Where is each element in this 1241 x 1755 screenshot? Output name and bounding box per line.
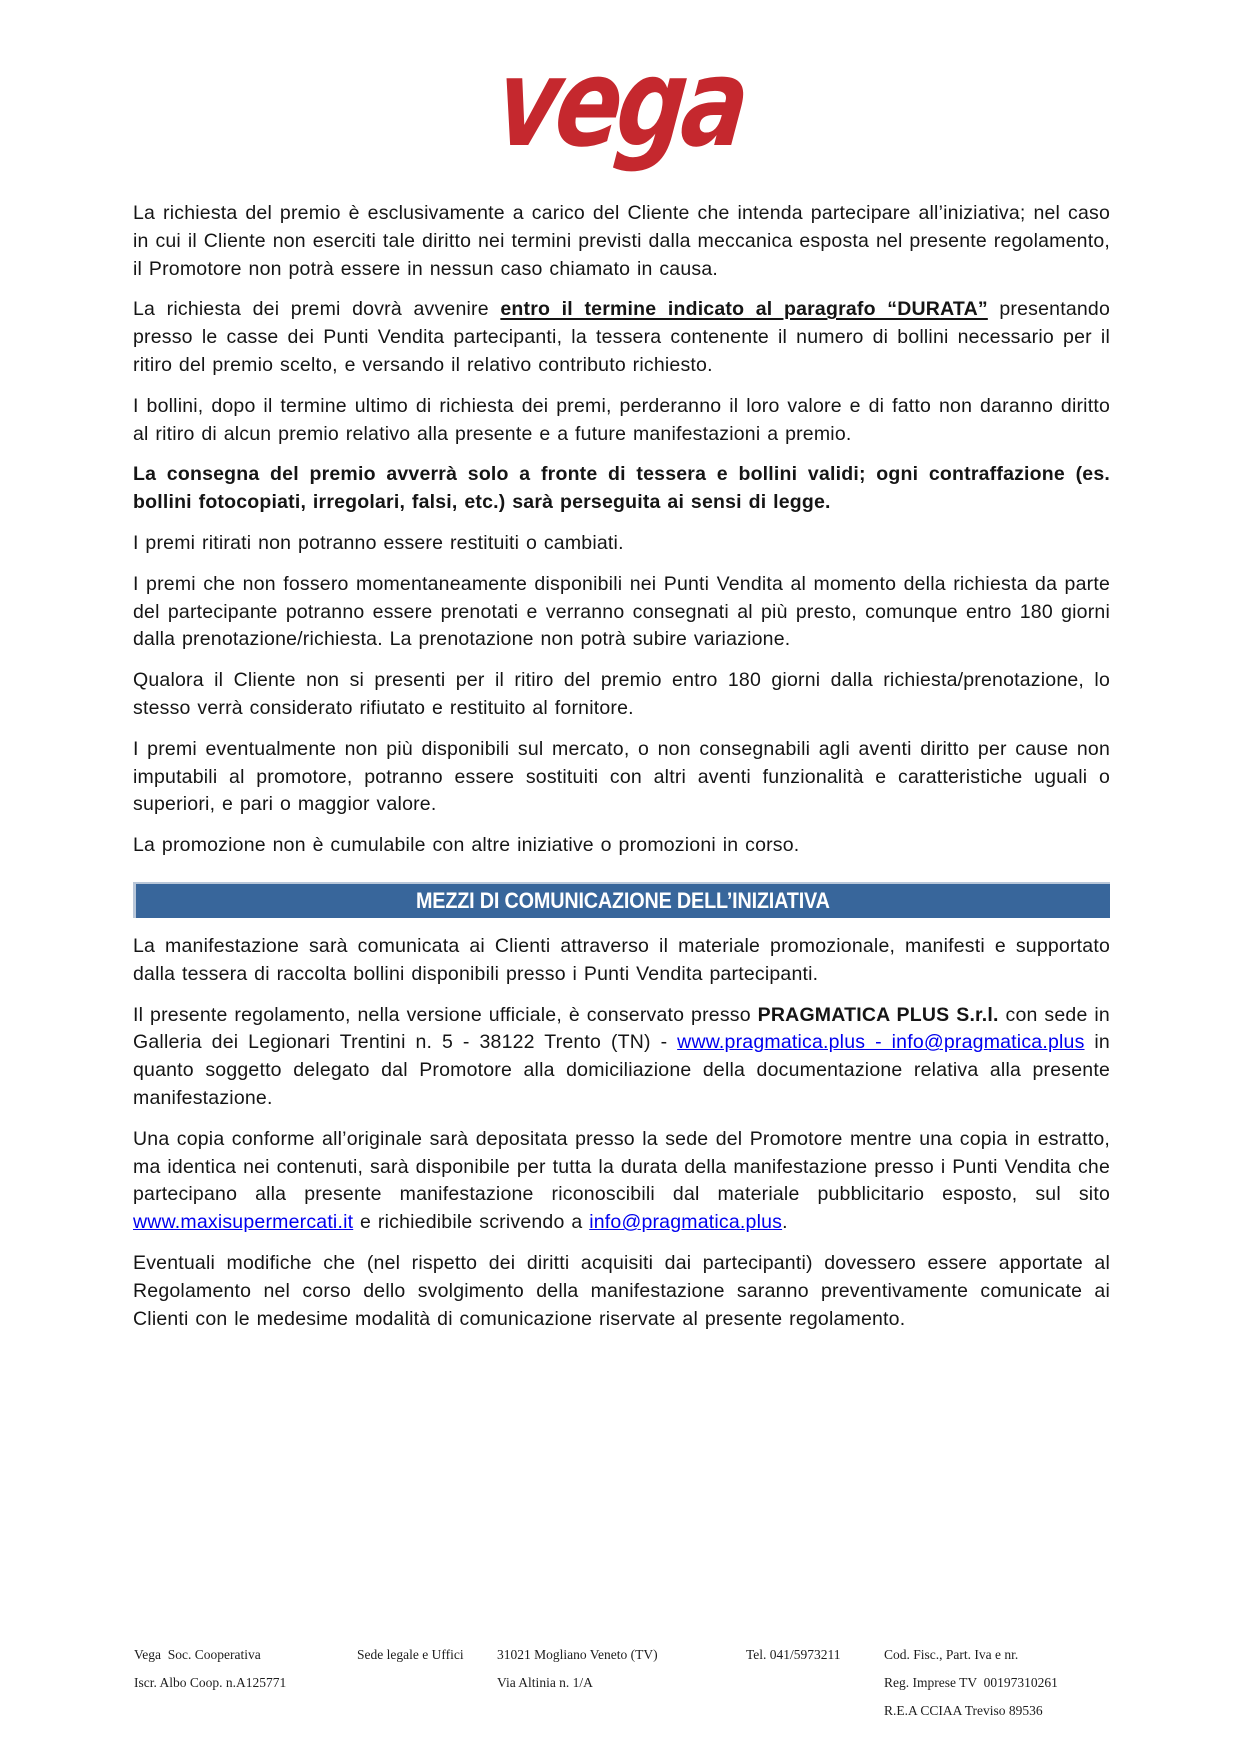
paragraph: [133, 667, 1110, 723]
section-header-banner: [133, 882, 1110, 918]
document-body: [133, 200, 1110, 1346]
hyperlink[interactable]: info@pragmatica.plus: [589, 1211, 783, 1234]
text-run: Qualora il Cliente non si presenti per il ritiro del premio entro 180 giorni dalla richiesta/prenotazione, lo stesso verrà considerato rifiutato e restituito al fornitore.: [133, 669, 1110, 719]
footer-address-column: [497, 1641, 658, 1697]
text-run: I bollini, dopo il termine ultimo di richiesta dei premi, perderanno il loro valore e di fatto non daranno diritto al ritiro di alcun premio relativo alla presente e a future manifestazioni a premio.: [133, 394, 1110, 445]
paragraph: [133, 296, 1110, 379]
paragraph: [133, 461, 1110, 517]
text-run: La manifestazione sarà comunicata ai Clienti attraverso il materiale promozionale, manifesti e supportato dalla tessera di raccolta bollini disponibili presso i Punti Vendita partecipanti.: [133, 934, 1110, 985]
paragraph: [133, 200, 1110, 283]
paragraph: [133, 571, 1110, 654]
text-run: La richiesta dei premi dovrà avvenire: [133, 298, 501, 321]
text-run: Il presente regolamento, nella versione ufficiale, è conservato presso: [133, 1003, 758, 1026]
footer-line: Tel. 041/5973211: [746, 1647, 841, 1662]
emphasized-text-run: PRAGMATICA PLUS S.r.l.: [757, 1003, 999, 1026]
footer-line: Sede legale e Uffici: [357, 1647, 464, 1662]
paragraph: [133, 393, 1110, 449]
hyperlink[interactable]: www.pragmatica.plus - info@pragmatica.plus: [677, 1031, 1085, 1054]
text-run: in quanto soggetto delegato dal Promotore alla domiciliazione della documentazione relativa alla presente manifestazione.: [133, 1031, 1110, 1109]
text-run: I premi eventualmente non più disponibili sul mercato, o non consegnabili agli aventi diritto per cause non imputabili al promotore, potranno essere sostituiti con altri aventi funzionalità e caratteristiche uguali o superiori, e pari o maggior valore.: [133, 737, 1110, 816]
footer-office-column: [357, 1641, 464, 1669]
text-run: presentando presso le casse dei Punti Vendita partecipanti, la tessera contenente il numero di bollini necessario per il ritiro del premio scelto, e versando il relativo contributo richiesto.: [133, 298, 1111, 376]
vega-logo: [0, 32, 1241, 174]
footer-line: R.E.A CCIAA Treviso 89536: [884, 1703, 1043, 1718]
paragraph: [133, 1002, 1110, 1113]
text-run: .: [782, 1211, 788, 1234]
emphasized-text-run: entro il termine indicato al paragrafo “DURATA”: [500, 298, 988, 321]
footer-company-column: [134, 1641, 286, 1697]
paragraph: [133, 933, 1110, 989]
text-run: I premi ritirati non potranno essere restituiti o cambiati.: [133, 531, 624, 554]
paragraph: [133, 530, 1110, 558]
footer-line: Iscr. Albo Coop. n.A125771: [134, 1675, 287, 1690]
text-run: La richiesta del premio è esclusivamente a carico del Cliente che intenda partecipare all’iniziativa; nel caso in cui il Cliente non eserciti tale diritto nei termini previsti dalla meccanica esposta nel presente regolamento, il Promotore non potrà essere in nessun caso chiamato in causa.: [133, 202, 1110, 280]
text-run: Eventuali modifiche che (nel rispetto dei diritti acquisiti dai partecipanti) dovessero essere apportate al Regolamento nel corso dello svolgimento della manifestazione saranno preventivamente comunicate ai Clienti con le medesime modalità di comunicazione riservate al presente regolamento.: [133, 1251, 1110, 1330]
footer-phone-column: [746, 1641, 841, 1669]
text-run: I premi che non fossero momentaneamente disponibili nei Punti Vendita al momento della richiesta da parte del partecipante potranno essere prenotati e verranno consegnati al più presto, comunque entro 180 giorni dalla prenotazione/richiesta. La prenotazione non potrà subire variazione.: [133, 572, 1110, 651]
emphasized-text-run: La consegna del premio avverrà solo a fronte di tessera e bollini validi; ogni contraffazione (es. bollini fotocopiati, irregolari, falsi, etc.) sarà perseguita ai sensi di legge.: [133, 463, 1110, 514]
footer-fiscal-column: [884, 1641, 1058, 1725]
paragraph: [133, 736, 1110, 819]
footer-line: Reg. Imprese TV 00197310261: [884, 1675, 1058, 1690]
text-run: e richiedibile scrivendo a: [353, 1211, 590, 1234]
paragraph: [133, 1250, 1110, 1333]
hyperlink[interactable]: www.maxisupermercati.it: [133, 1211, 354, 1234]
footer-line: 31021 Mogliano Veneto (TV): [497, 1647, 658, 1662]
footer-line: Via Altinia n. 1/A: [497, 1675, 593, 1690]
footer-line: Cod. Fisc., Part. Iva e nr.: [884, 1647, 1019, 1662]
footer-line: Vega Soc. Cooperativa: [134, 1647, 261, 1662]
paragraph: [133, 1126, 1110, 1237]
text-run: Una copia conforme all’originale sarà depositata presso la sede del Promotore mentre una copia in estratto, ma identica nei contenuti, sarà disponibile per tutta la durata della manifestazione presso i Punti Vendita che partecipano alla presente manifestazione riconoscibili dal materiale pubblicitario esposto, sul sito: [133, 1127, 1110, 1206]
text-run: con sede in Galleria dei Legionari Trentini n. 5 - 38122 Trento (TN) -: [133, 1003, 1110, 1054]
paragraph: [133, 832, 1110, 860]
vega-logo-text: vega: [490, 32, 751, 174]
section-header-title: MEZZI DI COMUNICAZIONE DELL’INIZIATIVA: [416, 887, 830, 913]
text-run: La promozione non è cumulabile con altre iniziative o promozioni in corso.: [133, 834, 800, 857]
